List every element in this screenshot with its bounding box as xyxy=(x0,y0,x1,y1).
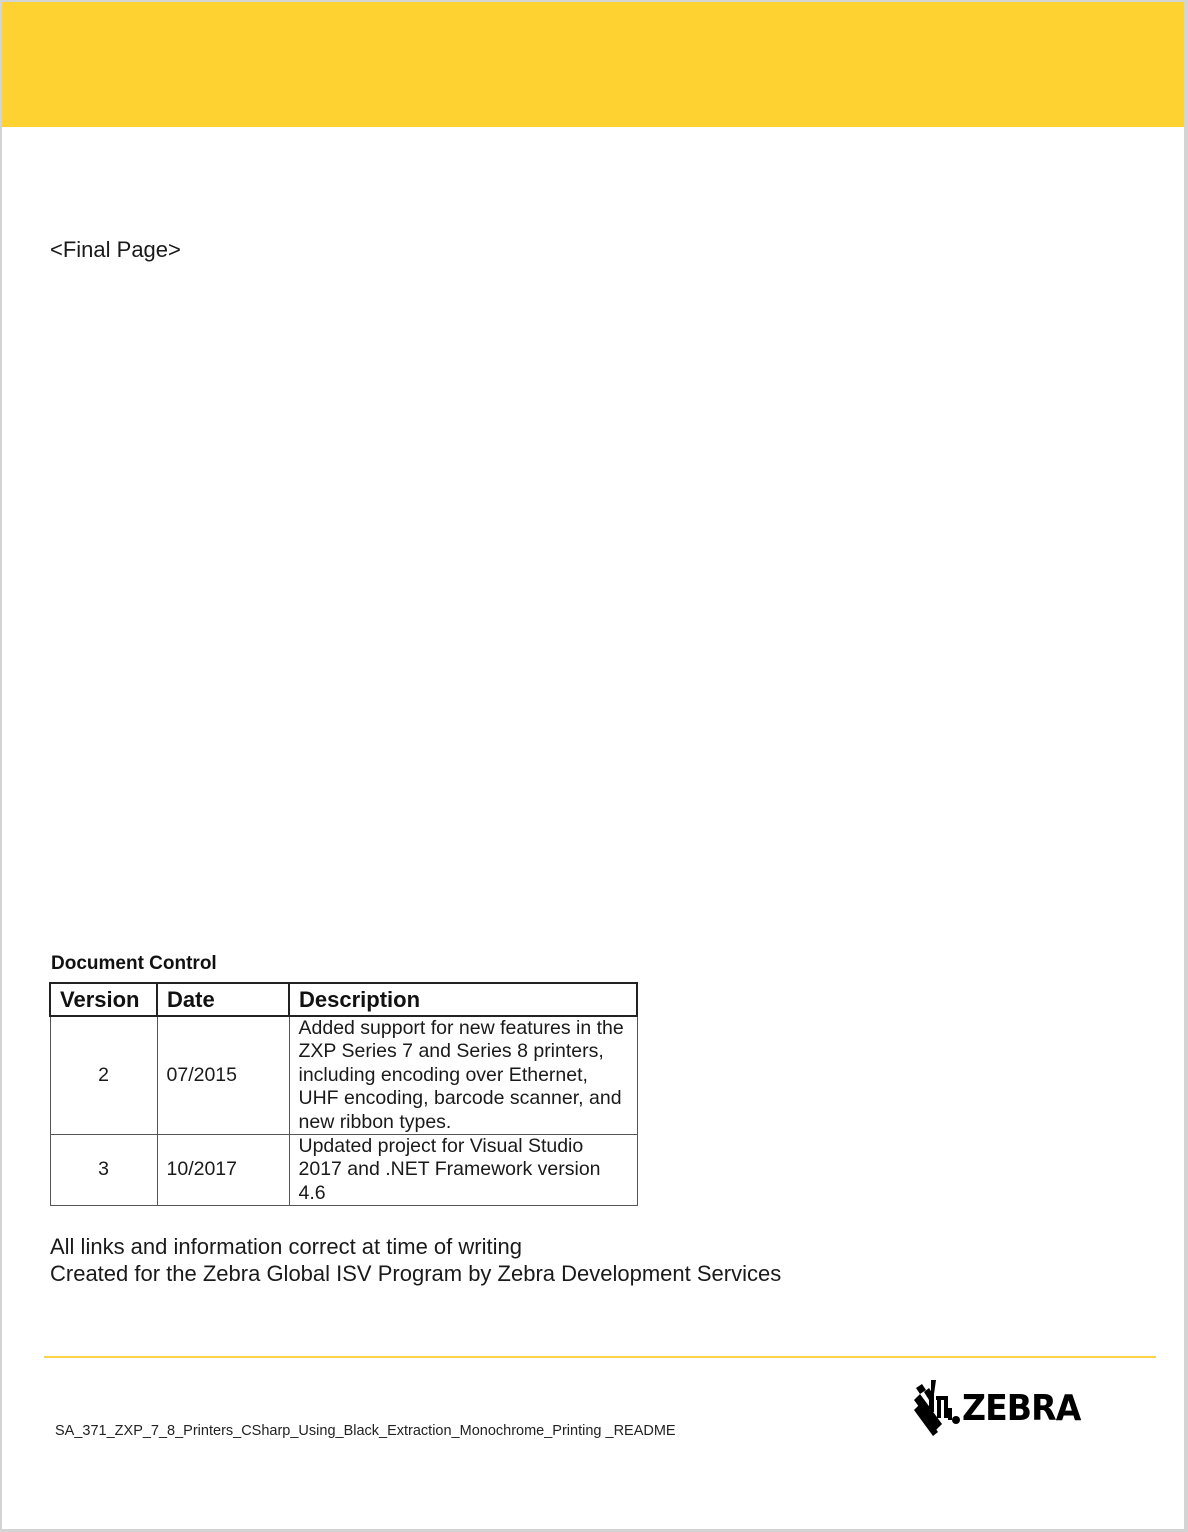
zebra-logo-text: ZEBRA xyxy=(962,1387,1081,1429)
final-page-heading: <Final Page> xyxy=(50,237,181,262)
document-control-title: Document Control xyxy=(51,953,217,974)
document-control-table xyxy=(49,982,638,1206)
table-header-row xyxy=(50,983,637,1016)
cell-date: 07/2015 xyxy=(157,1016,289,1135)
note-credit: Created for the Zebra Global ISV Program by Zebra Development Services xyxy=(50,1261,782,1286)
footnotes xyxy=(50,1233,781,1287)
zebra-logo xyxy=(912,1380,1091,1436)
column-header-date: Date xyxy=(157,983,289,1016)
footer-divider xyxy=(44,1356,1156,1358)
cell-version: 2 xyxy=(50,1016,157,1135)
document-page xyxy=(2,2,1184,1529)
cell-description: Added support for new features in the ZXP Series 7 and Series 8 printers, including encoding over Ethernet, UHF encoding, barcode scanner, and new ribbon types. xyxy=(289,1016,637,1135)
zebra-head-icon xyxy=(912,1380,960,1436)
cell-version: 3 xyxy=(50,1135,157,1206)
table-row xyxy=(50,1135,637,1206)
column-header-version: Version xyxy=(50,983,157,1016)
cell-date: 10/2017 xyxy=(157,1135,289,1206)
cell-description: Updated project for Visual Studio 2017 and .NET Framework version 4.6 xyxy=(289,1135,637,1206)
table-row xyxy=(50,1016,637,1135)
header-band xyxy=(2,2,1184,127)
column-header-description: Description xyxy=(289,983,637,1016)
footer-filename: SA_371_ZXP_7_8_Printers_CSharp_Using_Black_Extraction_Monochrome_Printing _README xyxy=(55,1423,676,1439)
note-accuracy: All links and information correct at time of writing xyxy=(50,1234,522,1259)
